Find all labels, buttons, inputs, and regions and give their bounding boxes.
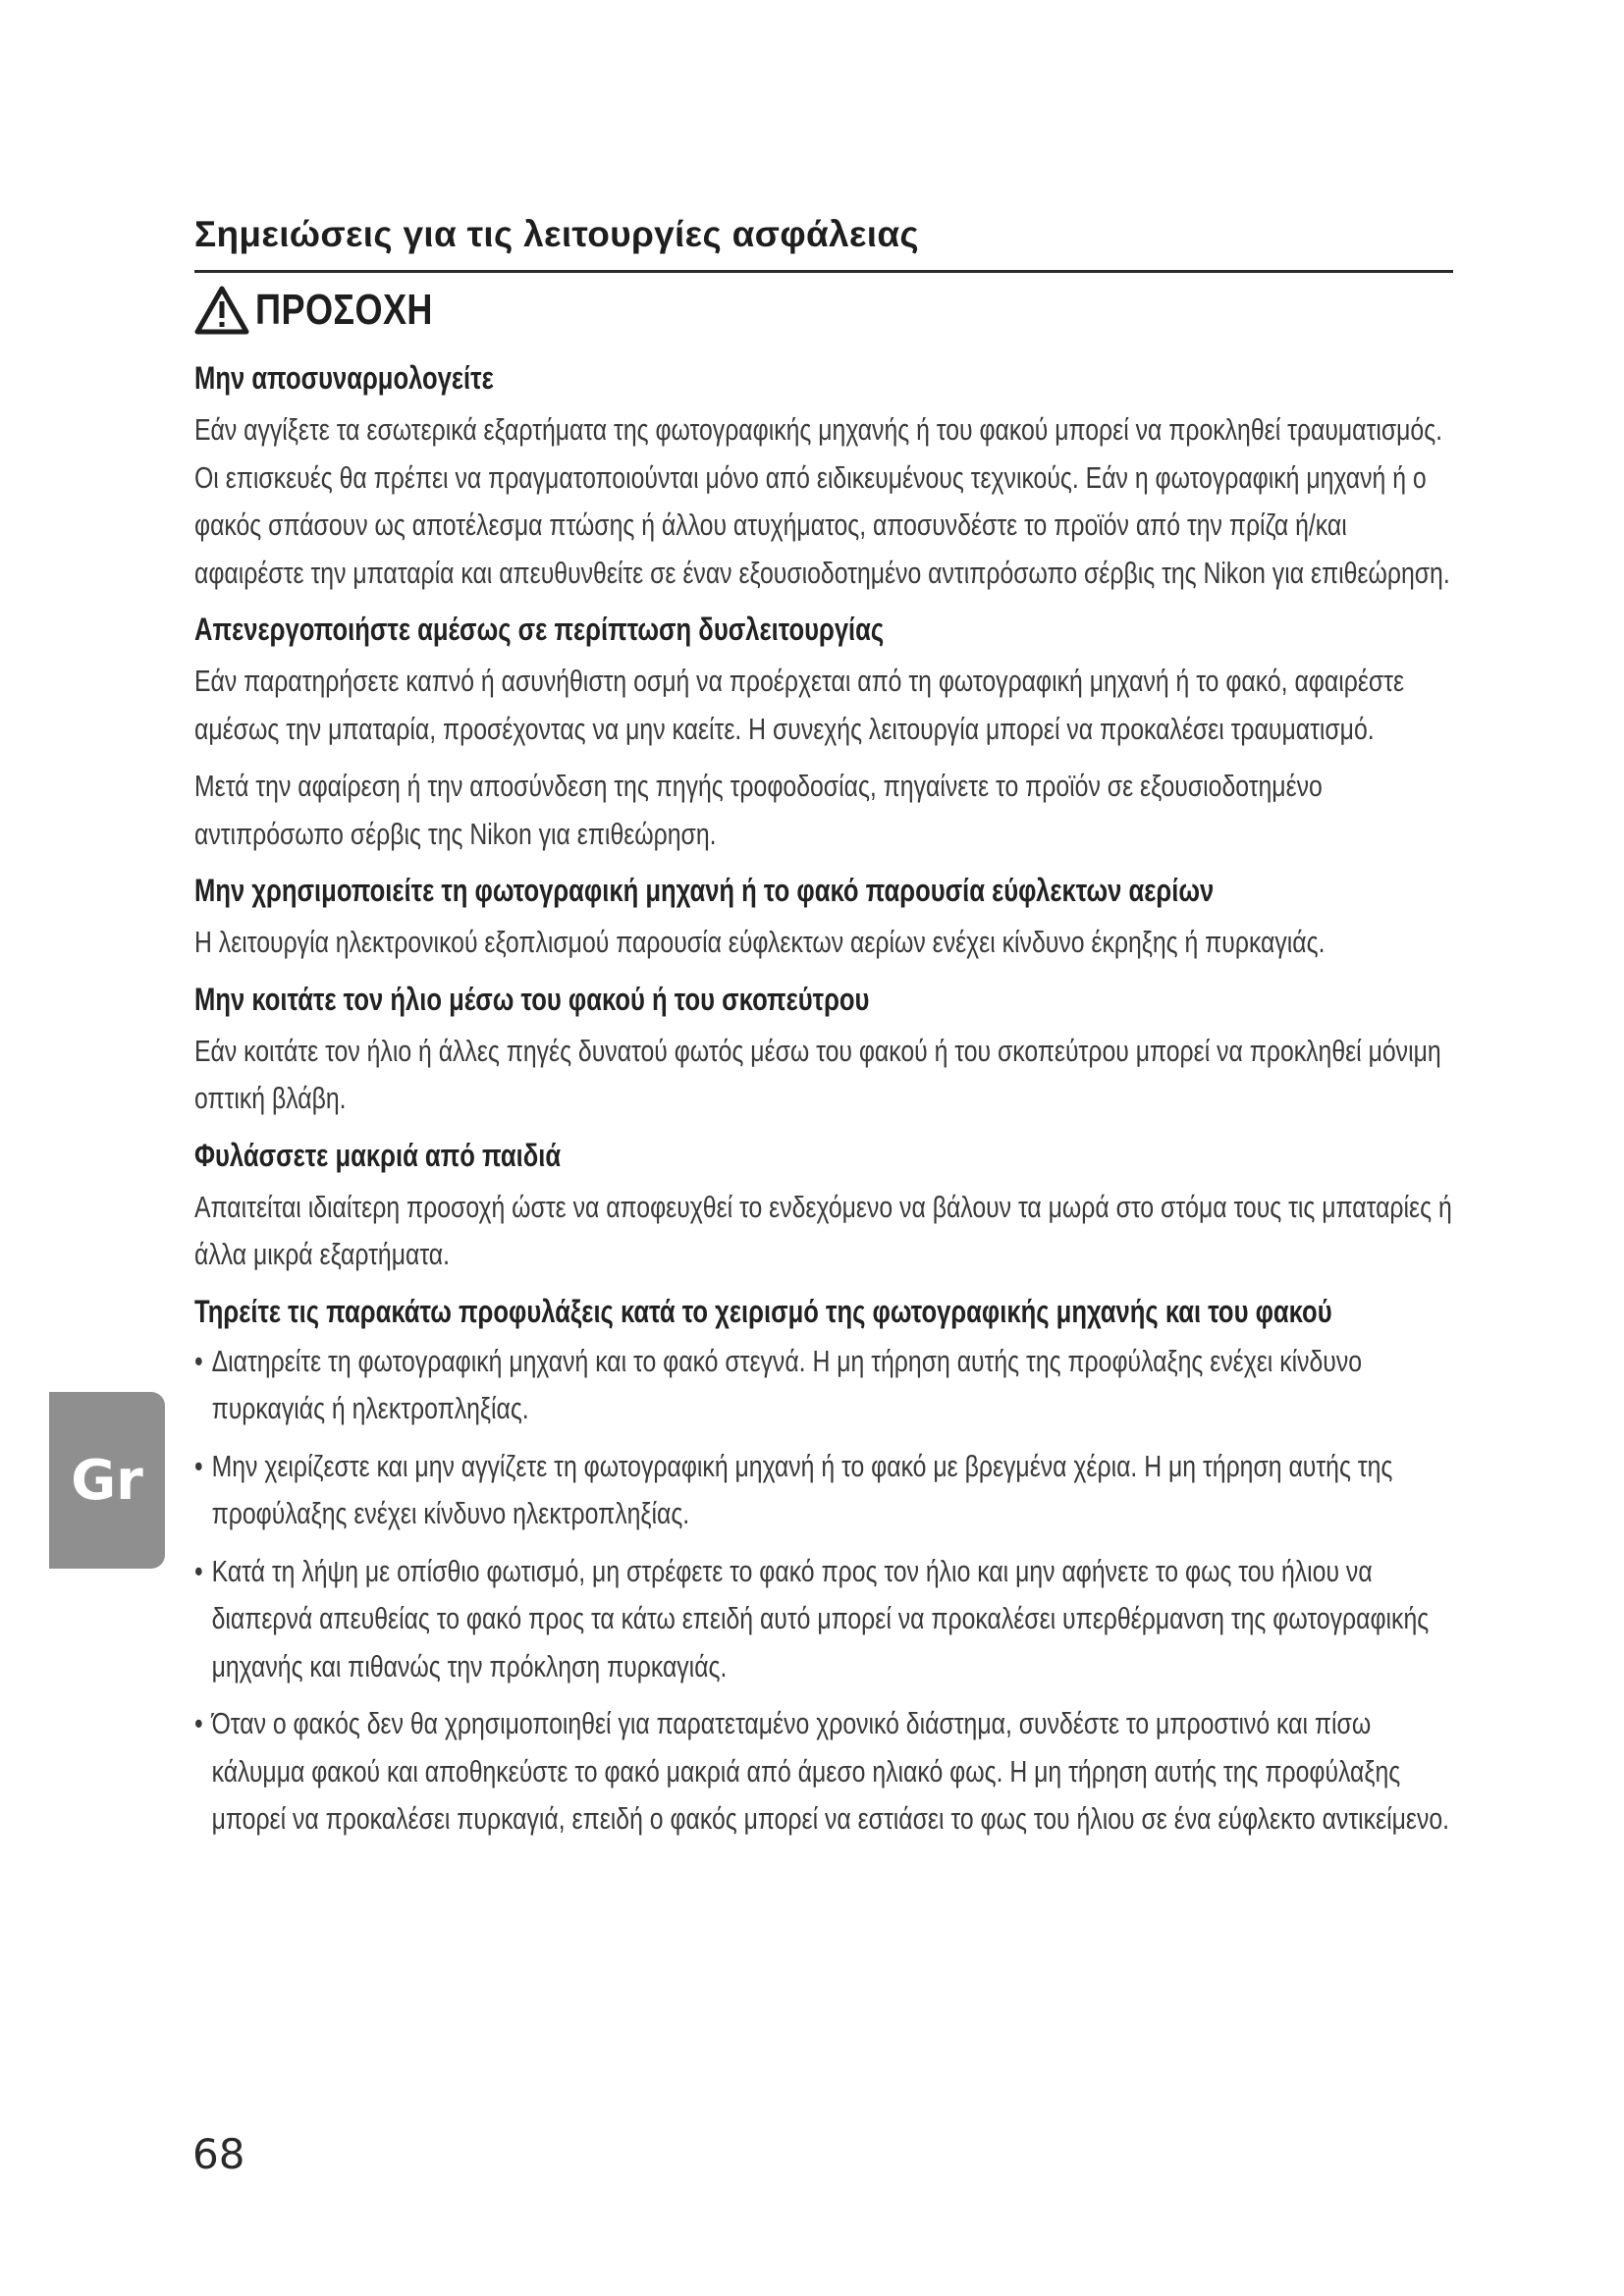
list-item: [194, 1700, 1461, 1843]
list-item: [194, 1443, 1461, 1538]
section-paragraph: Η λειτουργία ηλεκτρονικού εξοπλισμού παρουσία εύφλεκτων αερίων ενέχει κίνδυνο έκρηξης ή πυρκαγιάς.: [194, 925, 1326, 959]
section-heading: Μην χρησιμοποιείτε τη φωτογραφική μηχανή ή το φακό παρουσία εύφλεκτων αερίων: [194, 873, 1215, 908]
section-sun: [194, 977, 1461, 1123]
precautions-list: [194, 1338, 1461, 1843]
main-content: [194, 355, 1461, 1853]
language-tab-label: Gr: [71, 1448, 143, 1513]
bullet-icon: •: [194, 1553, 203, 1588]
language-tab: [49, 1392, 165, 1569]
section-paragraph: Εάν αγγίξετε τα εσωτερικά εξαρτήματα της φωτογραφικής μηχανής ή του φακού μπορεί να προκληθεί τραυματισμός. Οι επισκευές θα πρέπει να πραγματοποιούνται μόνο από ειδικευμένους τεχνικούς. Εάν η φωτογραφική μηχανή ή ο φακός σπάσουν ως αποτέλεσμα πτώσης ή άλλου ατυχήματος, αποσυνδέστε το προϊόν από την πρίζα ή/και αφαιρέστε την μπαταρία και απευθυνθείτε σε έναν εξουσιοδοτημένο αντιπρόσωπο σέρβις της Nikon για επιθεώρηση.: [194, 412, 1450, 590]
title-divider: [194, 270, 1453, 273]
list-item-text: Κατά τη λήψη με οπίσθιο φωτισμό, μη στρέφετε το φακό προς τον ήλιο και μην αφήνετε το φως του ήλιου να διαπερνά απευθείας το φακό προς τα κάτω επειδή αυτό μπορεί να προκαλέσει υπερθέρμανση της φωτογραφικής μηχανής και πιθανώς την πρόκληση πυρκαγιάς.: [211, 1553, 1430, 1683]
section-children: [194, 1133, 1461, 1279]
bullet-icon: •: [194, 1343, 203, 1378]
section-heading: Φυλάσσετε μακριά από παιδιά: [194, 1137, 562, 1173]
section-heading: Τηρείτε τις παρακάτω προφυλάξεις κατά το χειρισμό της φωτογραφικής μηχανής και του φακού: [194, 1293, 1332, 1329]
list-item: [194, 1548, 1461, 1691]
section-malfunction: [194, 607, 1461, 858]
bullet-icon: •: [194, 1448, 203, 1483]
list-item: [194, 1338, 1461, 1433]
list-item-text: Μην χειρίζεστε και μην αγγίζετε τη φωτογραφική μηχανή ή το φακό με βρεγμένα χέρια. Η μη τήρηση αυτής της προφύλαξης ενέχει κίνδυνο ηλεκτροπληξίας.: [211, 1448, 1393, 1530]
list-item-text: Διατηρείτε τη φωτογραφική μηχανή και το φακό στεγνά. Η μη τήρηση αυτής της προφύλαξης ενέχει κίνδυνο πυρκαγιάς ή ηλεκτροπληξίας.: [211, 1343, 1363, 1425]
section-paragraph: Απαιτείται ιδιαίτερη προσοχή ώστε να αποφευχθεί το ενδεχόμενο να βάλουν τα μωρά στο στόμα τους τις μπαταρίες ή άλλα μικρά εξαρτήματα.: [194, 1189, 1452, 1271]
section-paragraph: Εάν παρατηρήσετε καπνό ή ασυνήθιστη οσμή να προέρχεται από τη φωτογραφική μηχανή ή το φακό, αφαιρέστε αμέσως την μπαταρία, προσέχοντας να μην καείτε. Η συνεχής λειτουργία μπορεί να προκαλέσει τραυματισμό.: [194, 664, 1405, 746]
section-paragraph: Μετά την αφαίρεση ή την αποσύνδεση της πηγής τροφοδοσίας, πηγαίνετε το προϊόν σε εξουσιοδοτημένο αντιπρόσωπο σέρβις της Nikon για επιθεώρηση.: [194, 769, 1323, 851]
section-paragraph: Εάν κοιτάτε τον ήλιο ή άλλες πηγές δυνατού φωτός μέσω του φακού ή του σκοπεύτρου μπορεί να προκληθεί μόνιμη οπτική βλάβη.: [194, 1033, 1441, 1115]
list-item-text: Όταν ο φακός δεν θα χρησιμοποιηθεί για παρατεταμένο χρονικό διάστημα, συνδέστε το μπροστινό και πίσω κάλυμμα φακού και αποθηκεύστε το φακό μακριά από άμεσο ηλιακό φως. Η μη τήρηση αυτής της προφύλαξης μπορεί να προκαλέσει πυρκαγιά, επειδή ο φακός μπορεί να εστιάσει το φως του ήλιου σε ένα εύφλεκτο αντικείμενο.: [211, 1706, 1450, 1836]
section-heading: Απενεργοποιήστε αμέσως σε περίπτωση δυσλειτουργίας: [194, 612, 885, 647]
section-precautions: [194, 1289, 1461, 1843]
warning-triangle-icon: [194, 286, 249, 335]
section-flammable-gas: [194, 868, 1461, 967]
page-title: Σημειώσεις για τις λειτουργίες ασφάλειας: [194, 214, 919, 254]
warning-label: ΠΡΟΣΟΧΗ: [255, 286, 433, 334]
section-heading: Μην αποσυναρμολογείτε: [194, 360, 494, 396]
section-heading: Μην κοιτάτε τον ήλιο μέσω του φακού ή του σκοπεύτρου: [194, 981, 870, 1017]
bullet-icon: •: [194, 1706, 203, 1740]
warning-header: [194, 283, 472, 338]
section-disassembly: [194, 355, 1461, 597]
page-number: 68: [192, 2130, 245, 2178]
